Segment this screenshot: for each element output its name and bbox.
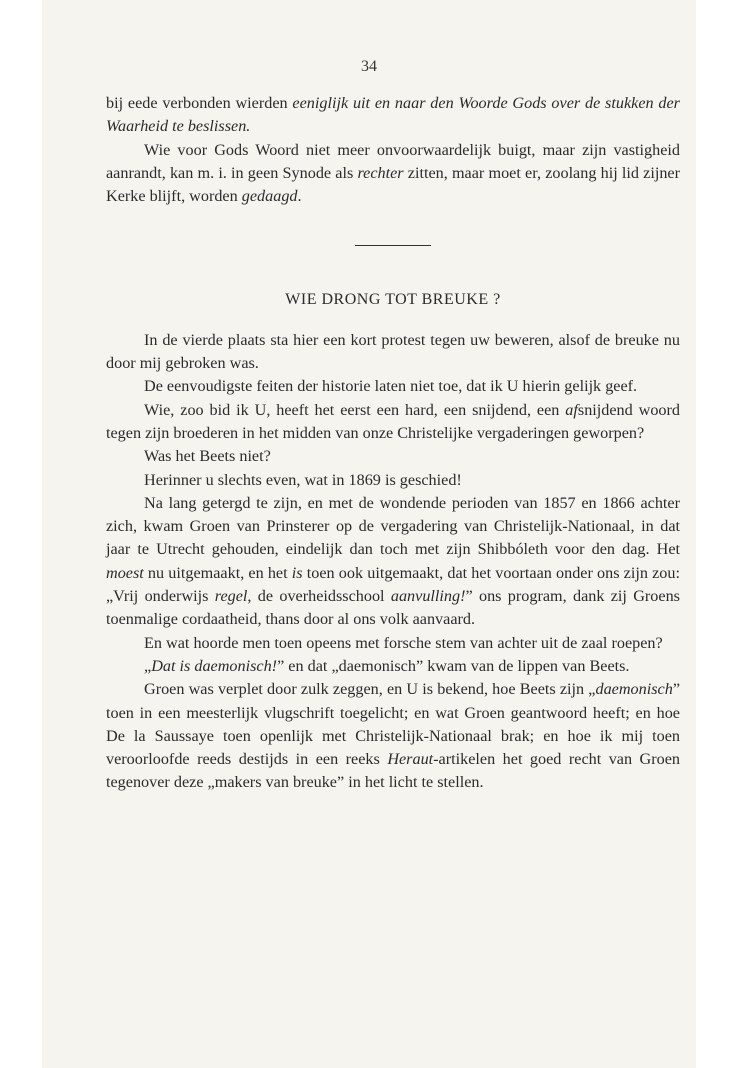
paragraph-8: Na lang getergd te zijn, en met de wondende perioden van 1857 en 1866 achter zich, kwam Groen van Prinsterer op de vergadering van Christelijk-Nationaal, in dat jaar te Utrecht gehouden, eindelijk dan toch met zijn Shibbóleth voor den dag. Het moest nu uitgemaakt, en het is toen ook uitgemaakt, dat het voortaan onder ons zijn zou: „Vrij onderwijs regel, de overheidsschool aanvulling!” ons program, dank zij Groens toenmalige cordaatheid, thans door al ons volk aanvaard. xyxy=(106,493,680,629)
paragraph-9: En wat hoorde men toen opeens met forsche stem van achter uit de zaal roepen? xyxy=(144,633,663,652)
paragraph-4: De eenvoudigste feiten der historie laten niet toe, dat ik U hierin gelijk geef. xyxy=(144,377,638,396)
page-number: 34 xyxy=(361,58,377,75)
section-heading: WIE DRONG TOT BREUKE ? xyxy=(285,291,501,309)
section-divider xyxy=(355,245,431,246)
paragraph-6: Was het Beets niet? xyxy=(144,447,271,466)
paragraph-intro-2: Wie voor Gods Woord niet meer onvoorwaardelijk buigt, maar zijn vastigheid aanrandt, kan m. i. in geen Synode als rechter zitten, maar moet er, zoolang hij lid zijner Kerke blijft, worden gedaagd. xyxy=(106,140,680,206)
paragraph-intro-1: bij eede verbonden wierden eeniglijk uit en naar den Woorde Gods over de stukken der Waarheid te beslissen. xyxy=(106,94,680,136)
paragraph-5: Wie, zoo bid ik U, heeft het eerst een hard, een snijdend, een afsnijdend woord tegen zijn broederen in het midden van onze Christelijke vergaderingen geworpen? xyxy=(106,400,681,442)
book-page xyxy=(42,0,696,1068)
paragraph-7: Herinner u slechts even, wat in 1869 is geschied! xyxy=(144,470,462,489)
paragraph-10: „Dat is daemonisch!” en dat „daemonisch” kwam van de lippen van Beets. xyxy=(144,656,630,675)
page-text xyxy=(106,92,680,795)
paragraph-3: In de vierde plaats sta hier een kort protest tegen uw beweren, alsof de breuke nu door mij gebroken was. xyxy=(106,330,680,373)
paragraph-11: Groen was verplet door zulk zeggen, en U is bekend, hoe Beets zijn „daemonisch” toen in een meesterlijk vlugschrift toegelicht; en wat Groen geantwoord heeft; en hoe De la Saussaye toen openlijk met Christelijk-Nationaal brak; en hoe ik mij toen veroorloofde reeds destijds in een reeks Heraut-artikelen het goed recht van Groen tegenover deze „makers van breuke” in het licht te stellen. xyxy=(106,680,680,792)
